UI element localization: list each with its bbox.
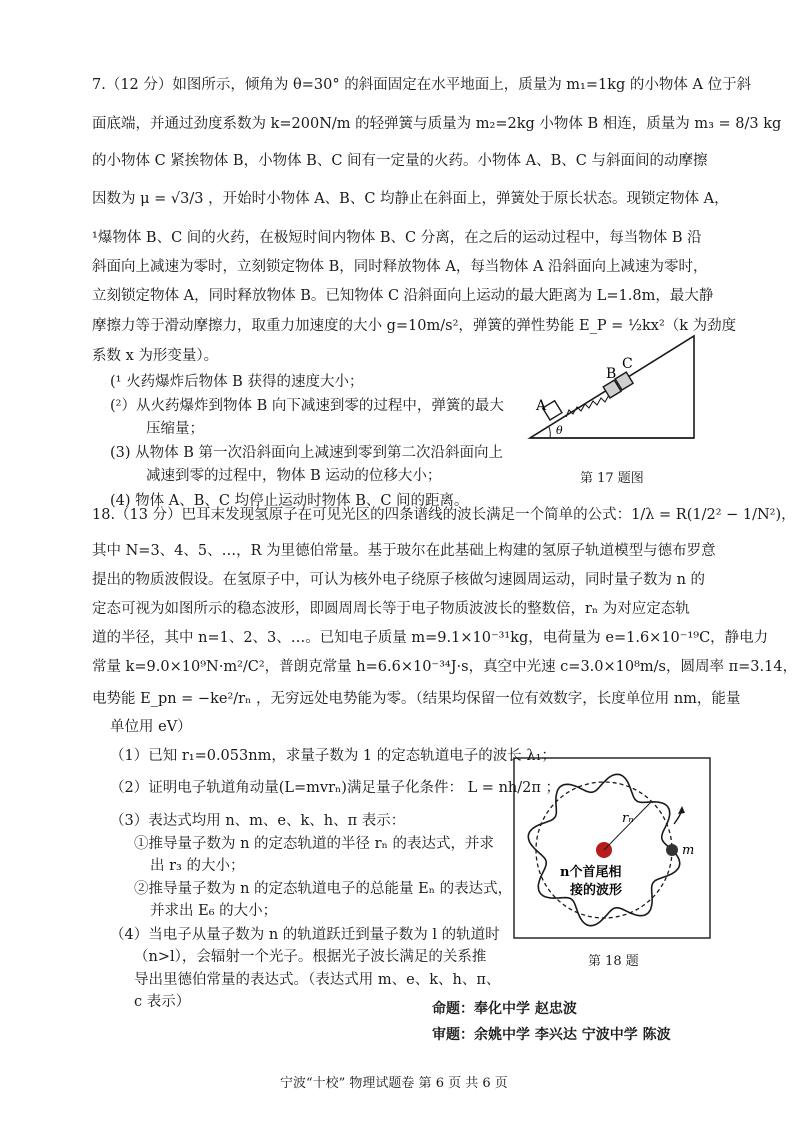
label-theta: θ — [556, 424, 563, 437]
q17-line-9: 系数 x 为形变量）。 — [92, 348, 219, 364]
q18-sub-3a-2: 出 r₃ 的大小； — [150, 858, 245, 874]
q17-line-8: 摩擦力等于滑动摩擦力，取重力加速度的大小 g=10m/s²，弹簧的弹性势能 E_P = ½kx²（k 为劲度 — [92, 318, 737, 334]
q18-line-3: 提出的物质波假设。在氢原子中，可认为核外电子绕原子核做匀速圆周运动，同时量子数为 n 的 — [92, 572, 706, 588]
q18-sub-1: （1）已知 r₁=0.053nm，求量子数为 1 的定态轨道电子的波长 λ₁； — [110, 748, 556, 764]
q18-sub-4a: （4）当电子从量子数为 n 的轨道跃迁到量子数为 l 的轨道时 — [110, 927, 500, 943]
q17-line-5: ¹爆物体 B、C 间的火药，在极短时间内物体 B、C 分离，在之后的运动过程中，每当物体 B 沿 — [92, 230, 702, 246]
q18-sub-4c: 导出里德伯常量的表达式。（表达式用 m、e、k、h、π、 — [134, 972, 501, 988]
q17-line-4: 因数为 μ = √3/3 ，开始时小物体 A、B、C 均静止在斜面上，弹簧处于原长状态。现锁定物体 A， — [92, 191, 729, 207]
q18-sub-4d: c 表示） — [134, 994, 191, 1010]
q17-sub-3b: 减速到零的过程中，物体 B 运动的位移大小； — [146, 468, 442, 484]
q18-line-6: 常量 k=9.0×10⁹N·m²/C²，普朗克常量 h=6.6×10⁻³⁴J·s，真空中光速 c=3.0×10⁸m/s，圆周率 π=3.14， — [92, 659, 798, 675]
label-c: C — [622, 356, 633, 372]
label-wave-2: 接的波形 — [570, 883, 623, 898]
q17-line-2: 面底端，并通过劲度系数为 k=200N/m 的轻弹簧与质量为 m₂=2kg 小物体 B 相连，质量为 m₃ = 8/3 kg — [92, 116, 782, 132]
figure-17-caption: 第 17 题图 — [580, 471, 644, 486]
q18-line-4: 定态可视为如图所示的稳态波形，即圆周周长等于电子物质波波长的整数倍，rₙ 为对应定态轨 — [92, 601, 690, 617]
label-m: m — [682, 843, 695, 858]
q18-sub-3b-2: 并求出 E₆ 的大小； — [150, 903, 278, 919]
q17-sub-4: (4) 物体 A、B、C 均停止运动时物体 B、C 间的距离。 — [110, 493, 469, 509]
q18-line-7: 电势能 E_pn = −ke²/rₙ ，无穷远处电势能为零。（结果均保留一位有效数字，长度单位用 nm，能量 — [92, 691, 741, 707]
figure-frame — [514, 758, 710, 938]
q18-sub-2: （2）证明电子轨道角动量(L=mvrₙ)满足量子化条件： L = nh/2π ； — [110, 780, 560, 796]
label-b: B — [606, 366, 617, 382]
electron — [666, 844, 678, 856]
q17-sub-2a: (²）从火药爆炸到物体 B 向下减速到零的过程中，弹簧的最大 — [110, 398, 504, 414]
q17-line-1: 7.（12 分）如图所示，倾角为 θ=30° 的斜面固定在水平地面上，质量为 m₁=1kg 的小物体 A 位于斜 — [92, 77, 752, 93]
q18-line-2: 其中 N=3、4、5、…，R 为里德伯常量。基于玻尔在此基础上构建的氢原子轨道模型与德布罗意 — [92, 543, 716, 559]
q17-sub-2b: 压缩量； — [146, 421, 204, 437]
label-rn: rₙ — [622, 811, 634, 826]
q18-sub-3a-1: ①推导量子数为 n 的定态轨道的半径 rₙ 的表达式，并求 — [134, 836, 494, 852]
q17-sub-1: (¹ 火药爆炸后物体 B 获得的速度大小； — [110, 374, 364, 390]
q18-sub-3b-1: ②推导量子数为 n 的定态轨道电子的总能量 Eₙ 的表达式， — [134, 881, 513, 897]
label-wave-1: n个首尾相 — [560, 865, 622, 880]
figure-17-incline — [522, 328, 702, 450]
q17-line-7: 立刻锁定物体 A，同时释放物体 B。已知物体 C 沿斜面向上运动的最大距离为 L=1.8m，最大静 — [92, 288, 714, 304]
figure-18-caption: 第 18 题 — [588, 954, 639, 969]
q18-line-5: 道的半径，其中 n=1、2、3、…。已知电子质量 m=9.1×10⁻³¹kg，电荷量为 e=1.6×10⁻¹⁹C，静电力 — [92, 630, 769, 646]
spring — [566, 395, 611, 417]
credits-author: 命题：奉化中学 赵忠波 — [432, 1001, 577, 1017]
label-a: A — [536, 398, 547, 414]
q17-line-6: 斜面向上减速为零时，立刻锁定物体 B，同时释放物体 A，每当物体 A 沿斜面向上减速为零时， — [92, 259, 708, 275]
q17-line-3: 的小物体 C 紧挨物体 B，小物体 B、C 间有一定量的火药。小物体 A、B、C 与斜面间的动摩擦 — [92, 153, 708, 169]
q18-line-1: 18.（13 分）巴耳末发现氢原子在可见光区的四条谱线的波长满足一个简单的公式：1/λ = R(1/2² − 1/N²)， — [92, 507, 796, 523]
q18-sub-3: （3）表达式均用 n、m、e、k、h、π 表示： — [110, 813, 406, 829]
page-footer: 宁波“十校” 物理试题卷 第 6 页 共 6 页 — [280, 1076, 508, 1091]
q18-line-8: 单位用 eV） — [110, 719, 192, 735]
figure-18-orbit — [512, 756, 712, 952]
q18-sub-4b: （n>l），会辐射一个光子。根据光子波长满足的关系推 — [134, 949, 487, 965]
q17-sub-3a: (3) 从物体 B 第一次沿斜面向上减速到零到第二次沿斜面向上 — [110, 445, 504, 461]
credits-reviewers: 审题：余姚中学 李兴达 宁波中学 陈波 — [432, 1027, 671, 1043]
